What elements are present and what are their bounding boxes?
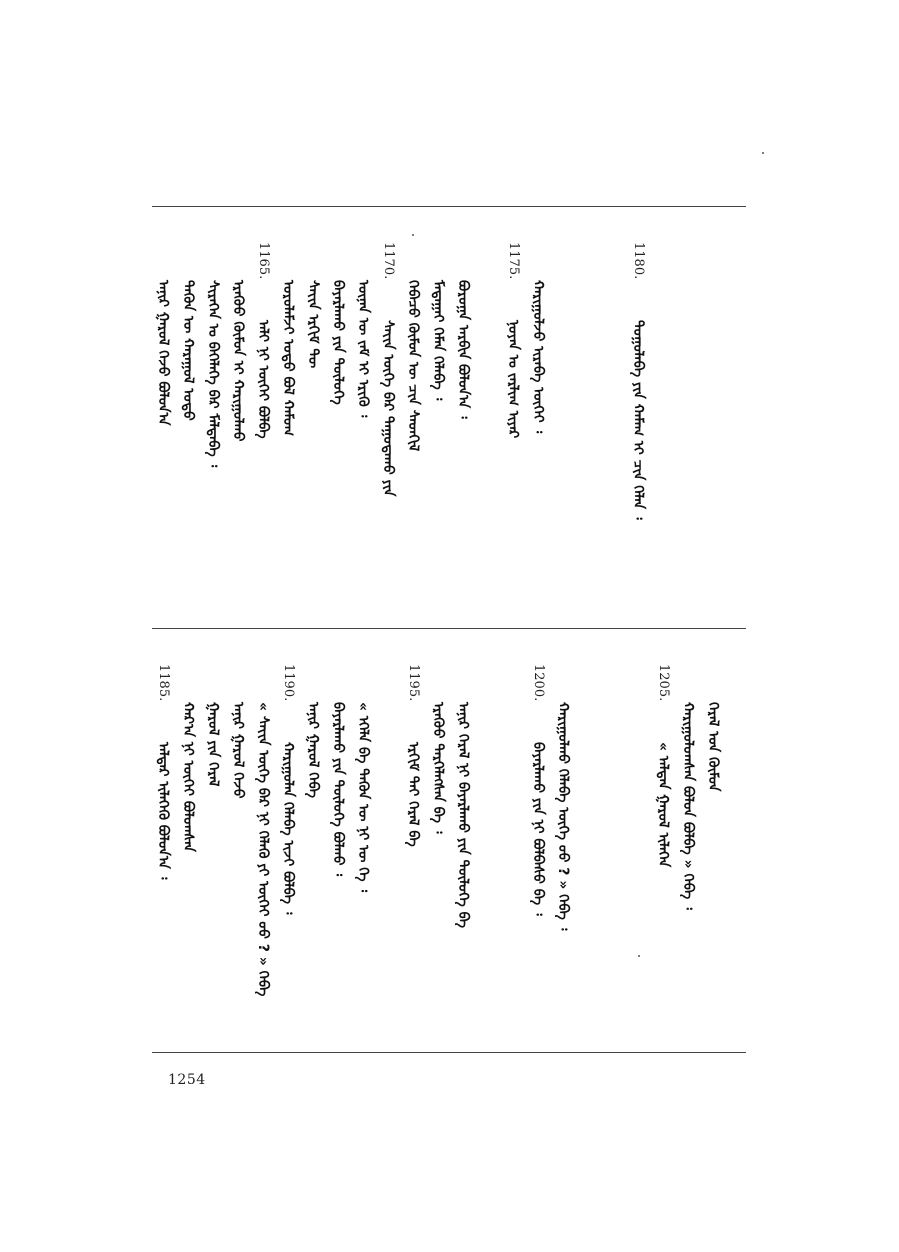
verse-column — [327, 642, 349, 972]
verse-column — [177, 642, 199, 972]
verse-column — [252, 642, 274, 997]
verse-column — [452, 220, 474, 550]
verse-line: ᠦᠨᠡᠨ ᠦ ᠵᠠᠮ ᠢ ᠡᠷᠢᠬᠦ ᠄ — [355, 280, 371, 418]
verse-line: ᠠᠨᠢᠷ ᠭᠡᠷᠡᠯ ᠨᠢ ᠪᠠᠶᠠᠷᠯᠠᠬᠤ ᠶᠢᠨ ᠲᠥᠯᠦᠭᠡ ᠪᠡ — [455, 702, 471, 928]
verse-line: ᠣᠷᠣᠯᠠᠮᠵᠢ ᠣᠳᠣ ᠪᠣᠯ ᠬᠠᠮᠤᠭ — [280, 280, 296, 437]
line-number: 1175. — [506, 242, 521, 280]
top-divider-rule — [152, 206, 746, 207]
page-number: 1254 — [168, 1072, 206, 1088]
verse-column — [252, 220, 274, 550]
verse-column — [202, 220, 224, 550]
verse-column — [677, 642, 699, 972]
verse-column — [177, 220, 199, 550]
verse-line: ᠬᠠᠷᠢᠭᠤᠯᠬᠤ ᠬᠡᠯᠡᠪᠡ ᠦᠭᠡ ᠦᠦ ? » ᠭᠡᠪᠡ ᠄ — [555, 702, 571, 931]
scan-speck — [762, 152, 764, 154]
verse-line: ᠠᠨᠢᠷ ᠭᠠᠷᠤᠯ ᠭᠡᠵᠦ — [230, 702, 246, 799]
line-number: 1200. — [531, 664, 546, 702]
verse-column — [302, 642, 324, 972]
line-number: 1190. — [281, 664, 296, 702]
verse-line: ᠠᠯᠳᠠᠷ ᠢᠯᠡᠭᠡᠬᠦ ᠪᠣᠯᠤᠨ᠎ᠠ ᠄ — [155, 742, 171, 880]
verse-line: « ᠡᠭᠡᠯᠡ ᠪᠡ ᠲᠡᠭᠦᠨ ᠦ ᠨᠢ ᠦ ᠭᠡ ᠄ — [355, 702, 371, 893]
line-number: 1180. — [631, 242, 646, 280]
verse-column — [627, 220, 649, 550]
line-number: 1195. — [406, 664, 421, 702]
verse-column — [552, 642, 574, 972]
middle-divider-rule — [152, 628, 746, 629]
verse-line: « ᠰᠠᠶ᠋ᠢᠨ ᠦᠭᠡ ᠪᠡᠷ ᠨᠢ ᠬᠡᠯᠡᠬᠦ ᠶᠢ ᠦᠭᠡᠢ ᠦᠦ ? » ᠭᠡᠪᠡ — [255, 702, 271, 997]
verse-column — [352, 220, 374, 550]
verse-line: ᠰᠠᠶ᠋ᠢᠨ ᠡᠷᠬᠢᠮ ᠲᠦ — [305, 280, 321, 369]
verse-column — [502, 220, 524, 550]
bottom-divider-rule — [152, 1052, 746, 1053]
verse-column — [527, 220, 549, 550]
verse-column — [402, 642, 424, 972]
verse-column — [402, 220, 424, 550]
line-number: 1185. — [156, 664, 171, 702]
verse-column — [227, 220, 249, 550]
scan-speck — [412, 234, 414, 236]
verse-column — [427, 220, 449, 550]
verse-line: ᠳᠤᠭᠤᠯᠠᠪᠠ ᠶᠢᠨ ᠬᠠᠮᠠᠭ ᠢ ᠴᠢᠨ ᠬᠡᠯᠡᠨ ᠄ — [630, 320, 646, 520]
verse-column — [702, 642, 724, 972]
verse-line: ᠬᠠᠷᠢᠭᠤᠯᠤᠭᠰᠠᠨ ᠪᠣᠯᠤᠨ ᠪᠣᠯᠪᠠ » ᠭᠡᠪᠡ ᠄ — [680, 702, 696, 910]
verse-line: ᠪᠠᠶᠠᠷᠯᠠᠬᠤ ᠶᠢᠨ ᠲᠥᠯᠦᠭᠡ ᠪᠣᠯᠬᠤ ᠄ — [330, 702, 346, 877]
verse-column — [352, 642, 374, 972]
verse-line: ᠠᠨᠢᠷ ᠭᠠᠷᠤᠯ ᠭᠡᠪᠡ — [305, 702, 321, 798]
verse-block-bottom — [152, 642, 746, 1042]
scan-speck — [638, 955, 640, 957]
verse-line: ᠠᠨᠢᠷ ᠭᠠᠷᠤᠯ ᠭᠡᠵᠦ ᠪᠣᠯᠤᠨ᠎ᠠ — [155, 280, 171, 426]
verse-line: ᠰᠢᠷᠡᠭᠡᠨ ᠤ ᠪᠡᠭᠡᠯᠡᠭᠡ ᠪᠡᠷ ᠮᠠᠯᠲᠠᠪᠠ ᠄ — [205, 280, 221, 468]
verse-column — [302, 220, 324, 550]
verse-column — [652, 642, 674, 972]
verse-line: ᠬᠠᠷᠢᠭᠤᠯᠠᠨ ᠬᠡᠯᠡᠪᠡ ᠢᠵᠢ ᠪᠣᠯᠪᠠ ᠄ — [280, 742, 296, 915]
verse-line: ᠬᠠᠷ᠎ᠠ ᠨᠢ ᠦᠭᠡᠢ ᠪᠣᠯᠤᠭᠰᠠᠨ — [180, 702, 196, 853]
verse-line: ᠪᠠᠶᠠᠷᠯᠠᠬᠤ ᠶᠢᠨ ᠲᠥᠯᠦᠭᠡ — [330, 280, 346, 405]
verse-line: ᠭᠠᠷᠤᠯ ᠶᠢᠨ ᠭᠡᠷᠡᠯ — [205, 702, 221, 787]
verse-line: ᠭᠡᠷᠡᠯ ᠤᠨ ᠬᠦᠮᠦᠨ — [705, 702, 721, 792]
verse-line: ᠡᠷᠬᠢᠮ ᠲᠠᠢ ᠭᠡᠷᠡᠯ ᠪᠡ — [405, 742, 421, 847]
verse-column — [202, 642, 224, 972]
verse-column — [227, 642, 249, 972]
verse-line: ᠨᠣᠶᠠᠨ ᠤ ᠵᠠᠷᠯᠢᠭ ᠢᠶᠠᠷ — [505, 320, 521, 439]
verse-column — [327, 220, 349, 550]
verse-line: ᠡᠷᠡᠭᠦᠦ ᠲᠡᠷᠭᠡᠯᠡᠭᠰᠡᠨ ᠪᠡ ᠄ — [430, 702, 446, 834]
verse-column — [452, 642, 474, 972]
verse-line: ᠮᠠᠲᠠᠭᠠᠢ ᠬᠡᠮᠡᠨ ᠬᠡᠯᠡᠪᠡ ᠄ — [430, 280, 446, 401]
verse-column — [427, 642, 449, 972]
verse-line: ᠡᠷᠡᠭᠦᠦ ᠬᠦᠮᠦᠨ ᠢ ᠬᠠᠷᠢᠭᠤᠯᠬᠤ — [230, 280, 246, 442]
verse-column — [152, 220, 174, 550]
verse-line: ᠠᠯᠢ ᠨᠢ ᠦᠭᠡᠢ ᠪᠣᠯᠪᠠ — [255, 320, 271, 439]
verse-line: ᠭᠡᠪᠡᠴᠦ ᠬᠦᠮᠦᠨ ᠦ ᠴᠢᠨ ᠰᠡᠳᠬᠢᠯ — [405, 280, 421, 452]
verse-line: ᠪᠣᠷᠣᠭᠠ ᠠᠷᠪᠢᠨ ᠪᠣᠯᠤᠨ᠎ᠠ ᠄ — [455, 280, 471, 419]
verse-column — [277, 220, 299, 550]
verse-line: ᠬᠠᠷᠢᠭᠤᠯᠵᠤ ᠢᠷᠡᠪᠡ ᠦᠭᠡᠢ ᠄ — [530, 280, 546, 434]
verse-line: ᠪᠠᠶᠠᠷᠯᠠᠬᠤ ᠶᠢᠨ ᠨᠢ ᠪᠣᠯᠪᠠᠰᠤ ᠪᠡ ᠄ — [530, 742, 546, 916]
verse-line: ᠲᠡᠭᠦᠨ ᠦ ᠬᠠᠷᠠᠭᠤᠯ ᠤᠳᠤ — [180, 280, 196, 421]
line-number: 1205. — [656, 664, 671, 702]
verse-line: « ᠠᠯᠲᠠᠨ ᠭᠠᠷᠤᠯ ᠢᠯᠡᠭᠡᠨ — [655, 742, 671, 868]
verse-block-top — [152, 220, 746, 620]
verse-line: ᠰᠠᠶ᠋ᠢᠨ ᠦᠭᠡ ᠪᠠᠷ ᠳᠠᠭᠤᠳᠠᠬᠤ ᠶᠢᠨ — [380, 320, 396, 497]
line-number: 1165. — [256, 242, 271, 280]
verse-column — [527, 642, 549, 972]
verse-column — [152, 642, 174, 972]
line-number: 1170. — [381, 242, 396, 280]
verse-column — [377, 220, 399, 550]
verse-column — [277, 642, 299, 972]
